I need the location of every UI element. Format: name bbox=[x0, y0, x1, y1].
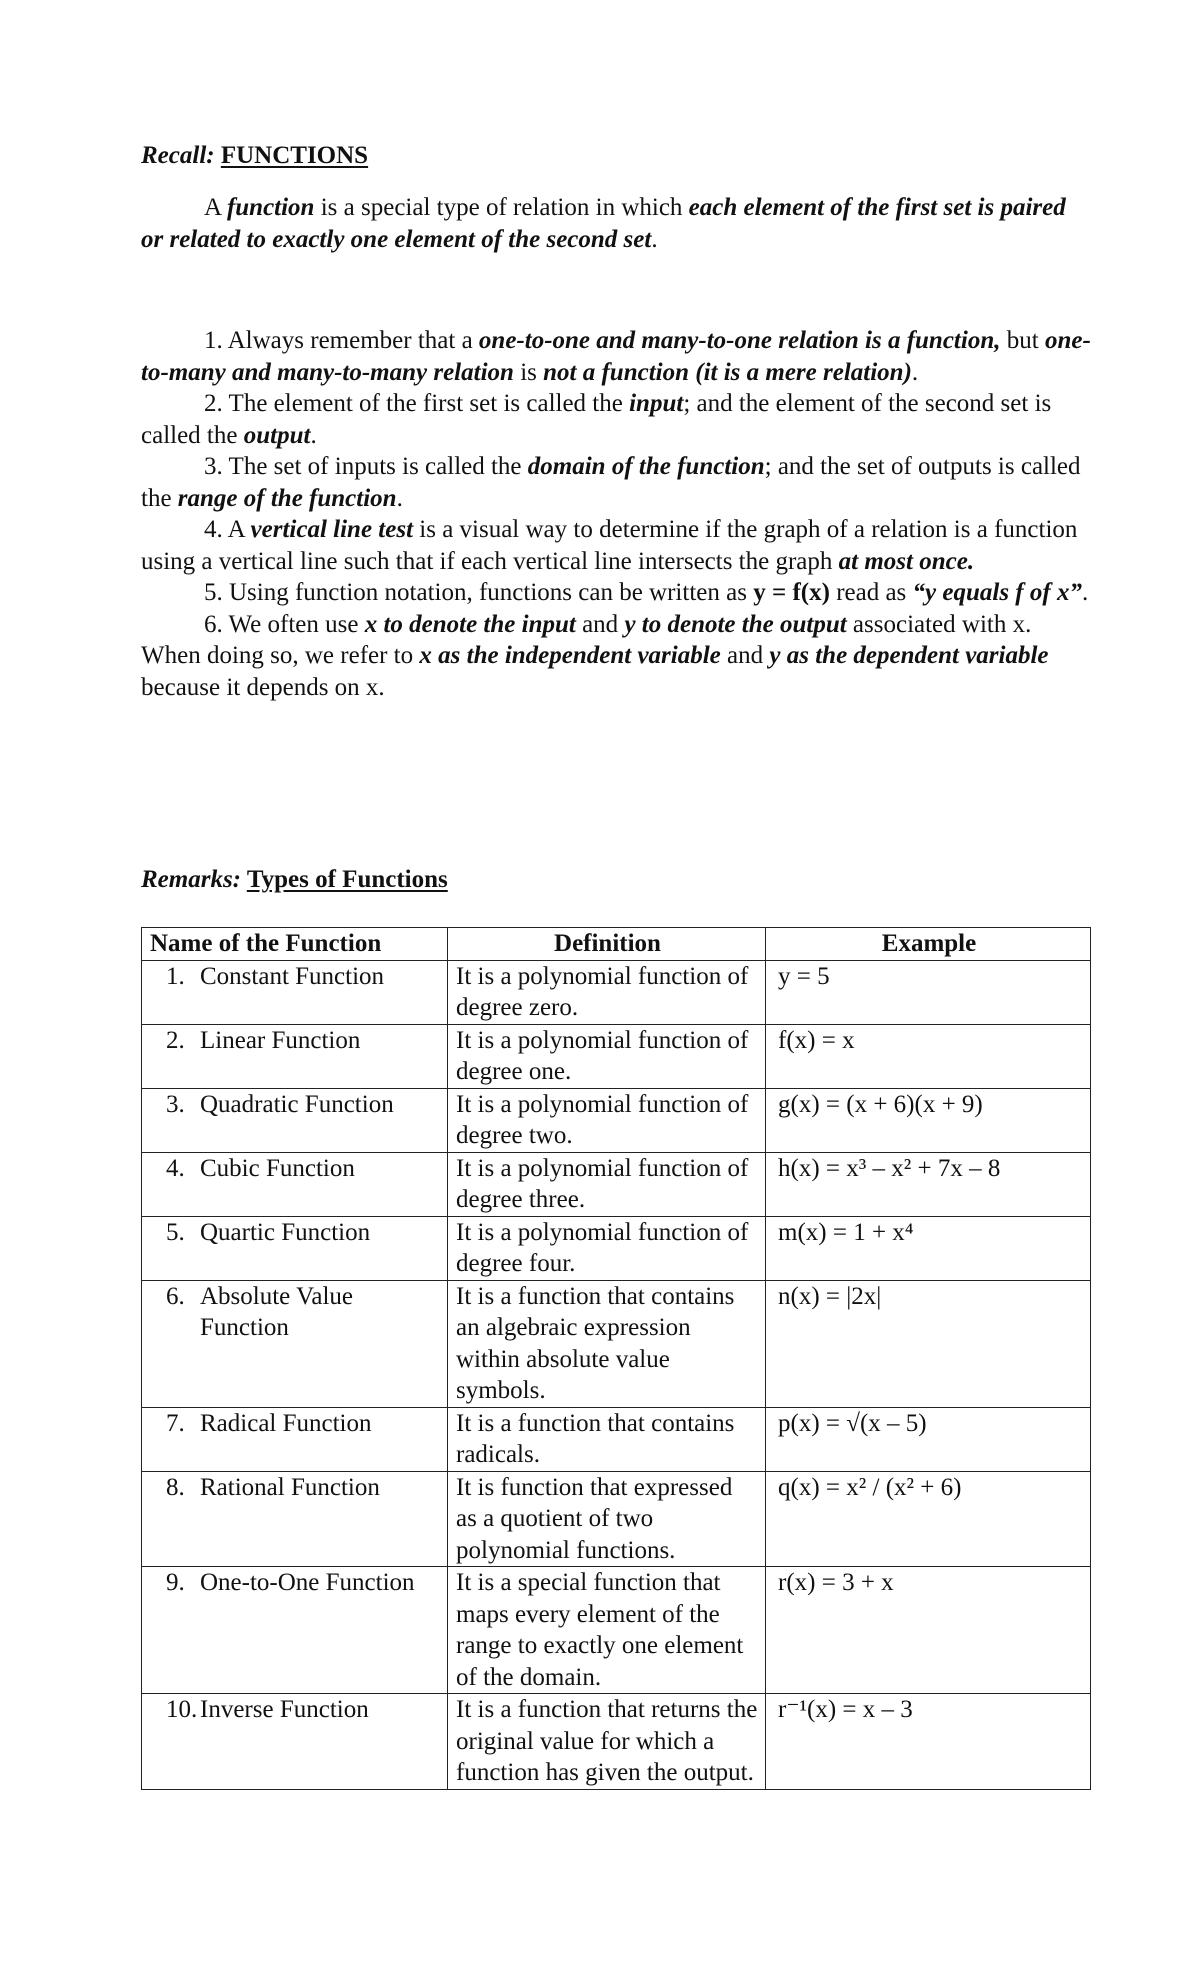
definition-cell: It is a polynomial function of degree four. bbox=[448, 1216, 766, 1280]
table-header-row bbox=[142, 928, 1091, 961]
function-name-cell: 4. Cubic Function bbox=[142, 1152, 448, 1216]
function-name-cell: 2. Linear Function bbox=[142, 1024, 448, 1088]
reminder-item-1: 1. Always remember that a one-to-one and many-to-one relation is a function, but one-to-many and many-to-many relation is not a function (it is a mere relation). bbox=[141, 327, 1091, 386]
example-cell: y = 5 bbox=[766, 960, 1091, 1024]
definition-cell: It is a function that contains an algebraic expression within absolute value symbols. bbox=[448, 1280, 766, 1407]
definition-cell: It is a special function that maps every element of the range to exactly one element of the domain. bbox=[448, 1567, 766, 1694]
reminder-item-3: 3. The set of inputs is called the domain of the function; and the set of outputs is called the range of the function. bbox=[141, 453, 1081, 512]
definition-emphasis: each element of the first set is paired or related to exactly one element of the second set bbox=[141, 194, 1066, 253]
table-row bbox=[142, 1407, 1091, 1471]
table-row bbox=[142, 1088, 1091, 1152]
function-name-cell: 8. Rational Function bbox=[142, 1471, 448, 1567]
reminder-item-5: 5. Using function notation, functions can be written as y = f(x) read as “y equals f of x”. bbox=[204, 579, 1089, 606]
function-name-cell: 6. Absolute Value Function bbox=[142, 1280, 448, 1407]
definition-text: A bbox=[204, 194, 227, 221]
function-name-cell: 7. Radical Function bbox=[142, 1407, 448, 1471]
table-row bbox=[142, 1471, 1091, 1567]
example-cell: r(x) = 3 + x bbox=[766, 1567, 1091, 1694]
definition-cell: It is a function that contains radicals. bbox=[448, 1407, 766, 1471]
example-cell: q(x) = x² / (x² + 6) bbox=[766, 1471, 1091, 1567]
function-name-cell: 3. Quadratic Function bbox=[142, 1088, 448, 1152]
reminder-item-6: 6. We often use x to denote the input and y to denote the output associated with x. When doing so, we refer to x as the independent variable and y as the dependent variable because it depends on x. bbox=[141, 610, 1049, 701]
definition-cell: It is function that expressed as a quotient of two polynomial functions. bbox=[448, 1471, 766, 1567]
definition-cell: It is a function that returns the original value for which a function has given the output. bbox=[448, 1694, 766, 1790]
remarks-heading bbox=[141, 864, 448, 896]
function-name-cell: 5. Quartic Function bbox=[142, 1216, 448, 1280]
header-definition: Definition bbox=[448, 928, 766, 961]
example-cell: n(x) = |2x| bbox=[766, 1280, 1091, 1407]
table-row bbox=[142, 1152, 1091, 1216]
definition-cell: It is a polynomial function of degree three. bbox=[448, 1152, 766, 1216]
definition-cell: It is a polynomial function of degree zero. bbox=[448, 960, 766, 1024]
header-example: Example bbox=[766, 928, 1091, 961]
example-cell: p(x) = √(x – 5) bbox=[766, 1407, 1091, 1471]
reminder-item-4: 4. A vertical line test is a visual way to determine if the graph of a relation is a function using a vertical line such that if each vertical line intersects the graph at most once. bbox=[141, 516, 1078, 575]
reminder-item-2: 2. The element of the first set is called the input; and the element of the second set is called the output. bbox=[141, 390, 1052, 449]
definition-paragraph bbox=[141, 192, 1091, 255]
function-name-cell: 10. Inverse Function bbox=[142, 1694, 448, 1790]
table-row bbox=[142, 1024, 1091, 1088]
definition-cell: It is a polynomial function of degree one. bbox=[448, 1024, 766, 1088]
example-cell: r⁻¹(x) = x – 3 bbox=[766, 1694, 1091, 1790]
table-row bbox=[142, 1216, 1091, 1280]
table-row bbox=[142, 960, 1091, 1024]
example-cell: f(x) = x bbox=[766, 1024, 1091, 1088]
remarks-label: Remarks: bbox=[141, 866, 241, 893]
remarks-title: Types of Functions bbox=[246, 866, 448, 893]
table-row bbox=[142, 1567, 1091, 1694]
table-row bbox=[142, 1280, 1091, 1407]
function-name-cell: 9. One-to-One Function bbox=[142, 1567, 448, 1694]
example-cell: h(x) = x³ – x² + 7x – 8 bbox=[766, 1152, 1091, 1216]
definition-cell: It is a polynomial function of degree two. bbox=[448, 1088, 766, 1152]
recall-label: Recall: bbox=[141, 142, 215, 169]
function-term: function bbox=[226, 194, 315, 221]
header-name: Name of the Function bbox=[142, 928, 448, 961]
function-name-cell: 1. Constant Function bbox=[142, 960, 448, 1024]
definition-text: is a special type of relation in which bbox=[314, 194, 689, 221]
functions-table bbox=[141, 927, 1091, 1790]
table-row bbox=[142, 1694, 1091, 1790]
definition-text: . bbox=[651, 225, 658, 253]
recall-heading bbox=[141, 140, 368, 172]
example-cell: m(x) = 1 + x⁴ bbox=[766, 1216, 1091, 1280]
reminders-list bbox=[141, 325, 1091, 703]
recall-title: FUNCTIONS bbox=[220, 142, 369, 169]
example-cell: g(x) = (x + 6)(x + 9) bbox=[766, 1088, 1091, 1152]
